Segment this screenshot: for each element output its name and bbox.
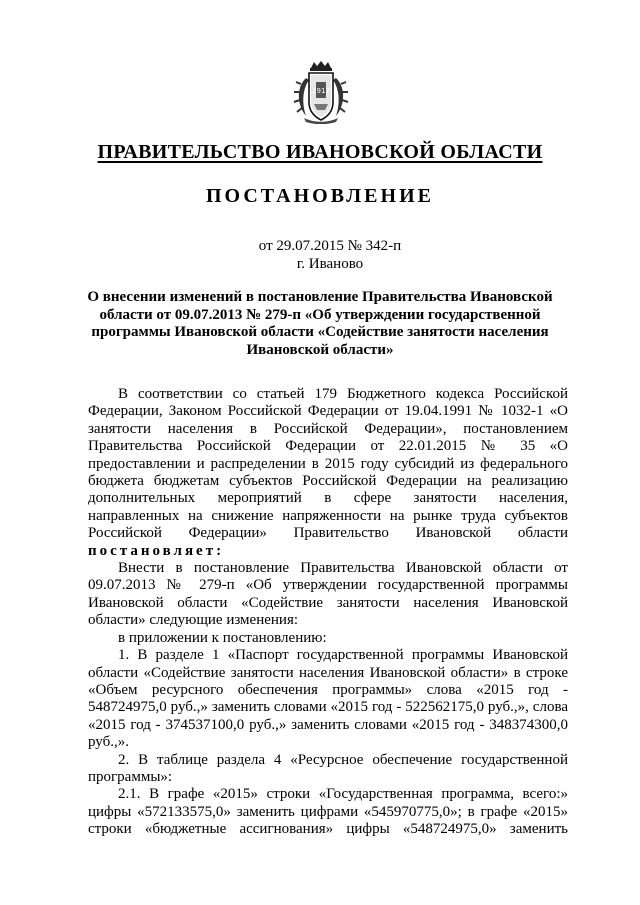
paragraph-4: 2. В таблице раздела 4 «Ресурсное обеспечение государственной программы»: [88,751,568,785]
paragraph-5: 2.1. В графе «2015» строки «Государственная программа, всего:» цифры «572133575,0» заменить цифрами «545970775,0»; в графе «2015» строки «бюджетные ассигнования» цифры «548724975,0» заменить [88,786,568,838]
document-body [88,386,568,839]
coat-of-arms-icon [292,60,350,124]
government-title-text: ПРАВИТЕЛЬСТВО ИВАНОВСКОЙ ОБЛАСТИ [97,141,543,163]
decree-word: постановляет: [88,542,225,559]
date-number: от 29.07.2015 № 342-п [258,238,402,254]
paragraph-3: 1. В разделе 1 «Паспорт государственной программы Ивановской области «Содействие занятости населения Ивановской области» в строке «Объем ресурсного обеспечения программы» слова «2015 год - 548724975,0 руб.,» заменить словами «2015 год - 522562175,0 руб.,», слова «2015 год - 374537100,0 руб.,» заменить словами «2015 год - 348374300,0 руб.,». [88,647,568,751]
government-title [0,139,640,165]
paragraph-2: в приложении к постановлению: [118,629,327,646]
paragraph-1: Внести в постановление Правительства Ивановской области от 09.07.2013 № 279-п «Об утверждении государственной программы Ивановской области «Содействие занятости населения Ивановской области» следующие изменения: [88,560,568,629]
document-subject: О внесении изменений в постановление Правительства Ивановской области от 09.07.2013 № 279-п «Об утверждении государственной программы Ивановской области «Содействие занятости населения Ивановской области» [87,289,553,358]
preamble-paragraph [88,386,568,560]
document-type: ПОСТАНОВЛЕНИЕ [206,185,434,207]
document-meta [0,237,640,273]
preamble-text: В соответствии со статьей 179 Бюджетного кодекса Российской Федерации, Законом Российской Федерации от 19.04.1991 № 1032-1 «О занятости населения в Российской Федерации», постановлением Правительства Российской Федерации от 22.01.2015 № 35 «О предоставлении и распределении в 2015 году субсидий из федерального бюджета бюджетам субъектов Российской Федерации на реализацию дополнительных мероприятий в сфере занятости населения, направленных на снижение напряженности на рынке труда субъектов Российской Федерации» Правительство Ивановской области [88,386,568,542]
emblem-date-text: 1917 [312,87,330,95]
city: г. Иваново [296,256,364,272]
